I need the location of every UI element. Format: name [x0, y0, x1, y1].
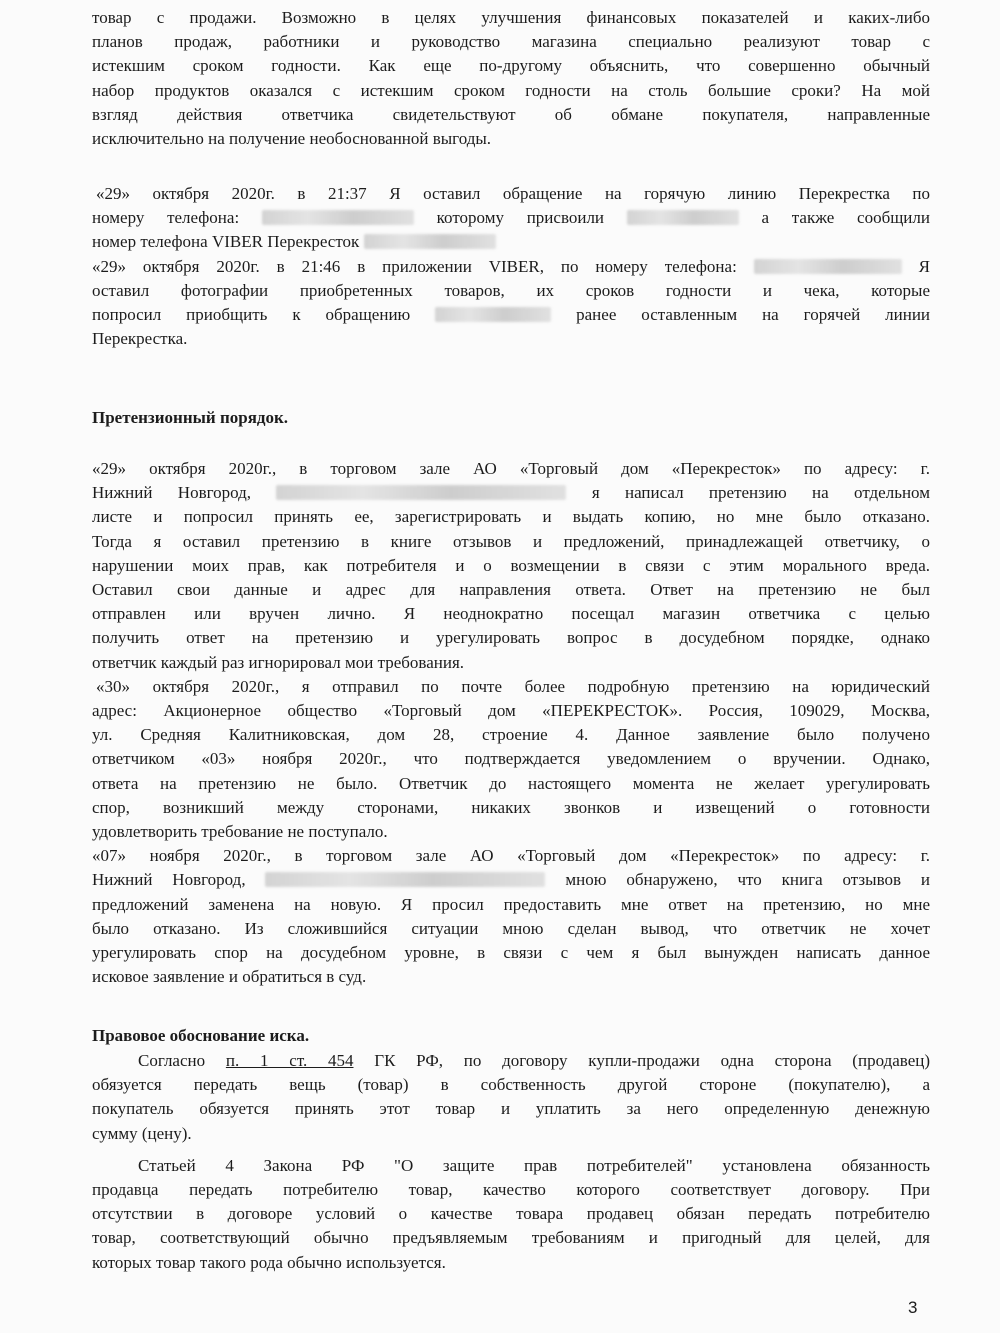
paragraph-claim	[92, 457, 930, 989]
redacted-phone	[754, 259, 902, 274]
text-line	[92, 255, 930, 279]
text-line: Тогда я оставил претензию в книге отзывов и предложений, принадлежащей ответчику, о	[92, 531, 930, 551]
text-line: взгляд действия ответчика свидетельствуют об обмане покупателя, направленные	[92, 104, 930, 124]
text-line: Перекрестка.	[92, 329, 188, 349]
text-fragment: которому присвоили	[436, 208, 605, 228]
text-fragment: номеру телефона:	[92, 208, 240, 228]
text-line: отправлен или вручен лично. Я неоднократно посещал магазин ответчика с целью	[92, 604, 930, 624]
text-line: «30» октября 2020г., я отправил по почте более подробную претензию на юридический	[96, 676, 930, 696]
text-fragment: мною обнаружено, что книга отзывов и	[565, 870, 930, 890]
text-line: «07» ноября 2020г., в торговом зале АО «Торговый дом «Перекресток» по адресу: г.	[92, 846, 930, 866]
text-line: получить ответ на претензию и урегулировать вопрос в досудебном порядке, однако	[92, 628, 930, 648]
text-fragment: я написал претензию на отдельном	[591, 483, 930, 503]
text-line: планов продаж, работники и руководство магазина специально реализуют товар с	[92, 32, 930, 52]
text-line: спор, возникший между сторонами, никаких звонков и извещений о готовности	[92, 797, 930, 817]
text-line: продавца передать потребителю товар, качество которого соответствует договору. При	[92, 1180, 930, 1200]
text-line: ответа на претензию не было. Ответчик до настоящего момента не желает урегулировать	[92, 773, 930, 793]
text-line: Статьей 4 Закона РФ "О защите прав потребителей" установлена обязанность	[138, 1155, 930, 1175]
text-line	[92, 868, 930, 892]
text-line	[92, 303, 930, 327]
text-line: товар, соответствующий обычно предъявляемым требованиям и пригодный для целей, для	[92, 1228, 930, 1248]
text-line: обязуется передать вещь (товар) в собственность другой стороне (покупателю), а	[92, 1075, 930, 1095]
text-fragment: номер телефона VIBER Перекресток	[92, 232, 360, 252]
text-line: исключительно на получение необоснованной выгоды.	[92, 129, 492, 149]
section-heading-legal: Правовое обоснование иска.	[92, 1026, 310, 1045]
text-line	[92, 206, 930, 230]
text-line: листе и попросил принять ее, зарегистрировать и выдать копию, но мне было отказано.	[92, 507, 930, 527]
text-line: набор продуктов оказался с истекшим сроком годности на столь большие сроки? На мой	[92, 80, 930, 100]
text-line: оставил фотографии приобретенных товаров, их сроков годности и чека, которые	[92, 280, 930, 300]
text-fragment: ранее оставленным на горячей линии	[576, 305, 931, 325]
text-line: ул. Средняя Калитниковская, дом 28, строение 4. Данное заявление было получено	[92, 725, 930, 745]
text-fragment: «29» октября 2020г. в 21:46 в приложении VIBER, по номеру телефона:	[92, 256, 737, 276]
text-line	[92, 481, 930, 505]
text-line: покупатель обязуется принять этот товар и уплатить за него определенную денежную	[92, 1099, 930, 1119]
text-line: отсутствии в договоре условий о качестве товара продавец обязан передать потребителю	[92, 1204, 930, 1224]
text-line: предложений заменена на новую. Я просил предоставить мне ответ на претензию, но мне	[92, 894, 930, 914]
text-line: ответчиком «03» ноября 2020г., что подтверждается уведомлением о вручении. Однако,	[92, 749, 930, 769]
paragraph-legal	[92, 1049, 930, 1275]
paragraph-intro	[92, 6, 930, 151]
text-line: «29» октября 2020г., в торговом зале АО «Торговый дом «Перекресток» по адресу: г.	[92, 459, 930, 478]
paragraph-hotline	[92, 182, 930, 351]
page-number: 3	[908, 1298, 918, 1317]
text-fragment: Нижний Новгород,	[92, 870, 246, 890]
text-fragment: а также сообщили	[761, 208, 930, 228]
text-line	[92, 1049, 930, 1073]
text-fragment: попросил приобщить к обращению	[92, 305, 411, 325]
text-line: удовлетворить требование не поступало.	[92, 822, 388, 842]
text-line: было отказано. Из сложившийся ситуации мною сделан вывод, что ответчик не хочет	[92, 918, 930, 938]
text-line	[92, 230, 930, 254]
text-line: «29» октября 2020г. в 21:37 Я оставил обращение на горячую линию Перекрестка по	[96, 184, 930, 203]
law-reference-link[interactable]: п. 1 ст. 454	[225, 1051, 354, 1070]
text-line: Оставил свои данные и адрес для направления ответа. Ответ на претензию не был	[92, 580, 930, 600]
section-heading-claim: Претензионный порядок.	[92, 408, 289, 427]
text-line: урегулировать спор на досудебном уровне, в связи с чем я был вынужден написать данное	[92, 943, 930, 963]
text-line: которых товар такого рода обычно используется.	[92, 1252, 446, 1272]
redacted-ticket-number	[627, 210, 739, 225]
text-line: адрес: Акционерное общество «Торговый дом «ПЕРЕКРЕСТОК». Россия, 109029, Москва,	[92, 701, 930, 721]
text-fragment: Согласно	[138, 1051, 206, 1070]
text-line: товар с продажи. Возможно в целях улучшения финансовых показателей и каких-либо	[92, 8, 930, 27]
text-line: сумму (цену).	[92, 1123, 192, 1143]
redacted-viber-number	[364, 234, 496, 249]
redacted-ticket-number	[435, 307, 551, 322]
redacted-address	[265, 872, 545, 887]
redacted-address	[276, 485, 566, 500]
text-fragment: Я	[918, 256, 931, 276]
text-line: истекшим сроком годности. Как еще по-другому объяснить, что совершенно обычный	[92, 56, 930, 76]
text-line: исковое заявление и обратиться в суд.	[92, 967, 367, 987]
text-fragment: ГК РФ, по договору купли-продажи одна сторона (продавец)	[374, 1051, 930, 1070]
text-line: нарушении моих прав, как потребителя и о возмещении в связи с этим морального вреда.	[92, 555, 930, 575]
text-line: ответчик каждый раз игнорировал мои требования.	[92, 652, 465, 672]
redacted-phone	[262, 210, 414, 225]
text-fragment: Нижний Новгород,	[92, 483, 252, 503]
